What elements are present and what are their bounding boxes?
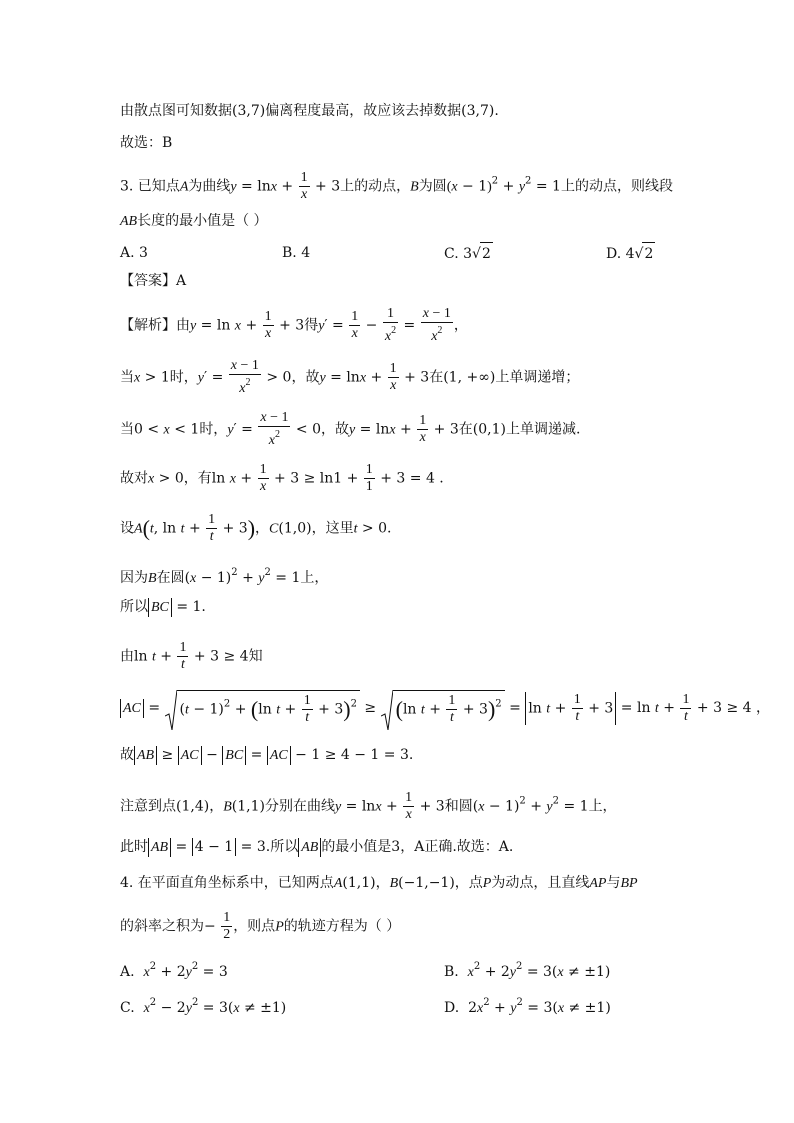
note-text: 上， bbox=[588, 798, 617, 815]
q3-part: 为圆 bbox=[418, 178, 447, 195]
q4-option-b-label: B. bbox=[444, 964, 459, 980]
from-line: 由ln t + $\frac{1}{t}$ + 3 ≥ 4知 bbox=[120, 640, 263, 672]
bc-line: 所以 BC = 1. bbox=[120, 599, 206, 615]
q4-option-c: C. $x^2 - 2y^2 = 3(x \ne \pm 1)$ bbox=[120, 997, 287, 1016]
q3-part: 上的动点，则线段 bbox=[560, 178, 673, 195]
ac-distance-line: AC = $(t - 1)^2 + (\ln$ t + $\frac{1}{t}$ + 3)$^2$ ≥ (ln t + $\frac{1}{t}$ + 3)$^2$ = ln t + $\frac{1}{t}$ + 3 = ln t + $\frac{1}{t}$ + 3 ≥ 4 ， bbox=[120, 690, 770, 726]
choice-text: 故选：B bbox=[120, 135, 173, 151]
so-text: 所以 bbox=[120, 599, 148, 615]
because-line: 因为B在圆$(x - 1)^2 + y^2 = 1$上， bbox=[120, 567, 329, 586]
q4-part: 的轨迹方程为（ ） bbox=[283, 918, 401, 935]
when-text: 上单调递减. bbox=[505, 421, 581, 438]
gu-text: 故 bbox=[120, 747, 134, 763]
q3-part: 为曲线 bbox=[188, 178, 231, 195]
q4-option-d-label: D. bbox=[444, 1000, 460, 1016]
when-text: 上单调递增； bbox=[495, 369, 580, 386]
analysis-derivative: 【解析】由y = ln x + $\frac{1}{x}$ + 3得y′ = $\frac{1}{x}$ − $\frac{1}{x^2}$ = $\frac{x - 1}{x^2}$ ， bbox=[120, 306, 468, 344]
set-text: ， bbox=[255, 520, 270, 537]
q3-option-c: C. 3√2 bbox=[444, 242, 493, 265]
answer-text: 【答案】A bbox=[120, 273, 187, 289]
q4-option-c-label: C. bbox=[120, 1000, 135, 1016]
q3-part: 3. 已知点 bbox=[120, 178, 180, 195]
q4-part: 为动点，且直线 bbox=[491, 875, 590, 891]
q4-option-b: B. $x^2 + 2y^2 = 3(x \ne \pm 1)$ bbox=[444, 961, 611, 980]
when-text: 在 bbox=[458, 421, 473, 438]
set-text: ，这里 bbox=[311, 520, 354, 537]
set-point-line: 设A(t, ln t + $\frac{1}{t}$ + 3)，C(1,0)，这里t > 0. bbox=[120, 512, 392, 544]
analysis-label: 【解析】由 bbox=[120, 317, 190, 334]
when-text: 在 bbox=[429, 369, 444, 386]
therefore-text: 故对 bbox=[120, 470, 148, 487]
q3-option-c-text: C. bbox=[444, 246, 459, 262]
because-text: 在圆 bbox=[156, 570, 185, 586]
q3-part: 上的动点， bbox=[340, 178, 411, 195]
q4-part: ， bbox=[375, 875, 390, 891]
note-text: 分别在曲线 bbox=[264, 798, 335, 815]
then-text: .所以 bbox=[265, 839, 299, 855]
answer-line bbox=[120, 270, 186, 292]
text-line-1 bbox=[120, 100, 499, 122]
therefore-text: ，有 bbox=[183, 470, 212, 487]
increasing-interval: 当x > 1时，y′ = $\frac{x - 1}{x^2}$ > 0，故y = lnx + $\frac{1}{x}$ + 3在(1, +∞)上单调递增； bbox=[120, 358, 580, 396]
question-3-stem: 3. 已知点A为曲线y = lnx + $\frac{1}{x}$ + 3上的动点，B为圆$(x - 1)^2 + y^2 = 1$上的动点，则线段 bbox=[120, 170, 673, 202]
q4-part: ，则点 bbox=[233, 918, 276, 935]
q4-option-d: D. $2x^2 + y^2 = 3(x \ne \pm 1)$ bbox=[444, 997, 611, 1016]
note-text: 注意到点 bbox=[120, 798, 176, 815]
q3-option-a-text: A. 3 bbox=[120, 245, 148, 261]
q4-option-a: A. $x^2 + 2y^2 = 3$ bbox=[120, 961, 228, 980]
q4-option-a-label: A. bbox=[120, 964, 135, 980]
when-text: 当 bbox=[120, 369, 134, 386]
note-line: 注意到点(1,4)，B(1,1)分别在曲线y = lnx + $\frac{1}{x}$ + 3和圆$(x - 1)^2 + y^2 = 1$上， bbox=[120, 790, 617, 822]
when-text: 时， bbox=[169, 369, 198, 386]
dataset-sentence: 由散点图可知数据(3,7)偏离程度最高，故应该去掉数据(3,7). bbox=[120, 103, 499, 119]
q3-option-b-text: B. 4 bbox=[282, 245, 311, 261]
analysis-de: 得 bbox=[304, 317, 319, 334]
question-3-stem-cont: AB长度的最小值是（ ） bbox=[120, 213, 268, 229]
q4-part: 与 bbox=[606, 875, 621, 891]
then-line: 此时 AB = 4 − 1 = 3.所以 AB 的最小值是3，A正确.故选：A. bbox=[120, 839, 514, 855]
when-text: 当 bbox=[120, 421, 134, 438]
choice-b-line bbox=[120, 132, 172, 154]
q3-option-d-text: D. bbox=[606, 246, 622, 262]
question-4-stem-cont: 的斜率之积为− $\frac{1}{2}$ ，则点P的轨迹方程为（ ） bbox=[120, 910, 401, 942]
then-text: 此时 bbox=[120, 839, 148, 855]
q4-part: ，点 bbox=[454, 875, 483, 891]
q3-option-b bbox=[282, 242, 310, 264]
decreasing-interval: 当0 < x < 1时，y′ = $\frac{x - 1}{x^2}$ < 0，故y = lnx + $\frac{1}{x}$ + 3在(0,1)上单调递减. bbox=[120, 410, 581, 448]
when-text: 时， bbox=[199, 421, 228, 438]
q3-option-d: D. 4√2 bbox=[606, 242, 655, 265]
set-text: 设 bbox=[120, 520, 134, 537]
when-text: ，故 bbox=[291, 369, 320, 386]
when-text: ，故 bbox=[321, 421, 350, 438]
note-text: 和圆 bbox=[444, 798, 473, 815]
from-text: 知 bbox=[248, 648, 263, 665]
q3-option-a bbox=[120, 242, 148, 264]
note-text: ， bbox=[209, 798, 224, 815]
because-text: 上， bbox=[300, 570, 329, 586]
from-text: 由 bbox=[120, 648, 134, 665]
ab-inequality-line: 故 AB ≥ AC − BC = AC − 1 ≥ 4 − 1 = 3. bbox=[120, 747, 414, 763]
because-text: 因为 bbox=[120, 570, 148, 586]
question-4-stem: 4. 在平面直角坐标系中，已知两点A(1,1)，B(−1,−1)，点P为动点，且直线AP与BP bbox=[120, 875, 638, 891]
then-text: 的最小值是3，A正确.故选：A. bbox=[321, 839, 514, 855]
q4-part: 的斜率之积为 bbox=[120, 918, 204, 935]
inequality-line: 故对x > 0，有ln x + $\frac{1}{x}$ + 3 ≥ ln1 + $\frac{1}{1}$ + 3 = 4 . bbox=[120, 462, 444, 494]
q3-part: 长度的最小值是（ ） bbox=[137, 213, 268, 229]
q4-part: 4. 在平面直角坐标系中，已知两点 bbox=[120, 875, 334, 891]
